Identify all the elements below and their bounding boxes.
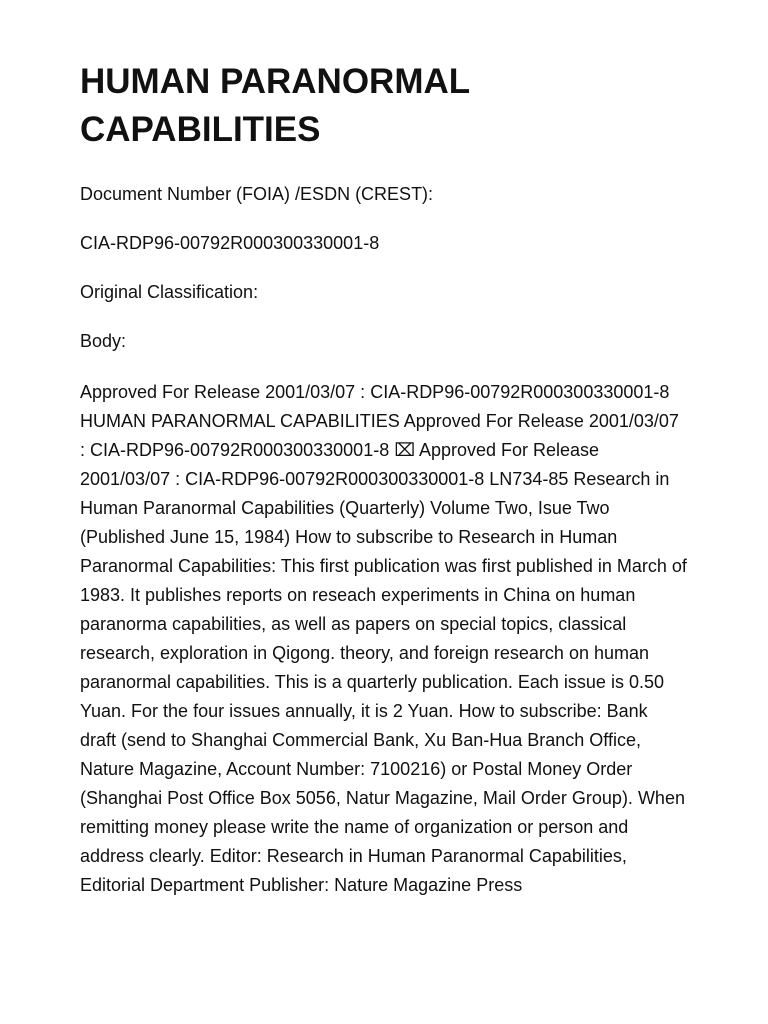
body-text: Approved For Release 2001/03/07 : CIA-RDP96-00792R000300330001-8 HUMAN PARANORMAL CAPABILITIES Approved For Release 2001/03/07 : CIA-RDP96-00792R000300330001-8 ⌧ Approved For Release 2001/03/07 : CIA-RDP96-00792R000300330001-8 LN734-85 Research in Human Paranormal Capabilities (Quarterly) Volume Two, Isue Two (Published June 15, 1984) How to subscribe to Research in Human Paranormal Capabilities: This first publication was first published in March of 1983. It publishes reports on reseach experiments in China on human paranorma capabilities, as well as papers on special topics, classical research, exploration in Qigong. theory, and foreign research on human paranormal capabilities. This is a quarterly publication. Each issue is 0.50 Yuan. For the four issues annually, it is 2 Yuan. How to subscribe: Bank draft (send to Shanghai Commercial Bank, Xu Ban-Hua Branch Office, Nature Magazine, Account Number: 7100216) or Postal Money Order (Shanghai Post Office Box 5056, Natur Magazine, Mail Order Group). When remitting money please write the name of organization or person and address clearly. Editor: Research in Human Paranormal Capabilities, Editorial Department Publisher: Nature Magazine Press	[80, 382, 687, 895]
document-title: HUMAN PARANORMAL CAPABILITIES	[80, 62, 470, 149]
document-number-label: Document Number (FOIA) /ESDN (CREST):	[80, 184, 434, 204]
classification-label: Original Classification:	[80, 282, 259, 302]
document-number-value: CIA-RDP96-00792R000300330001-8	[80, 233, 380, 253]
body-label: Body:	[80, 331, 127, 351]
